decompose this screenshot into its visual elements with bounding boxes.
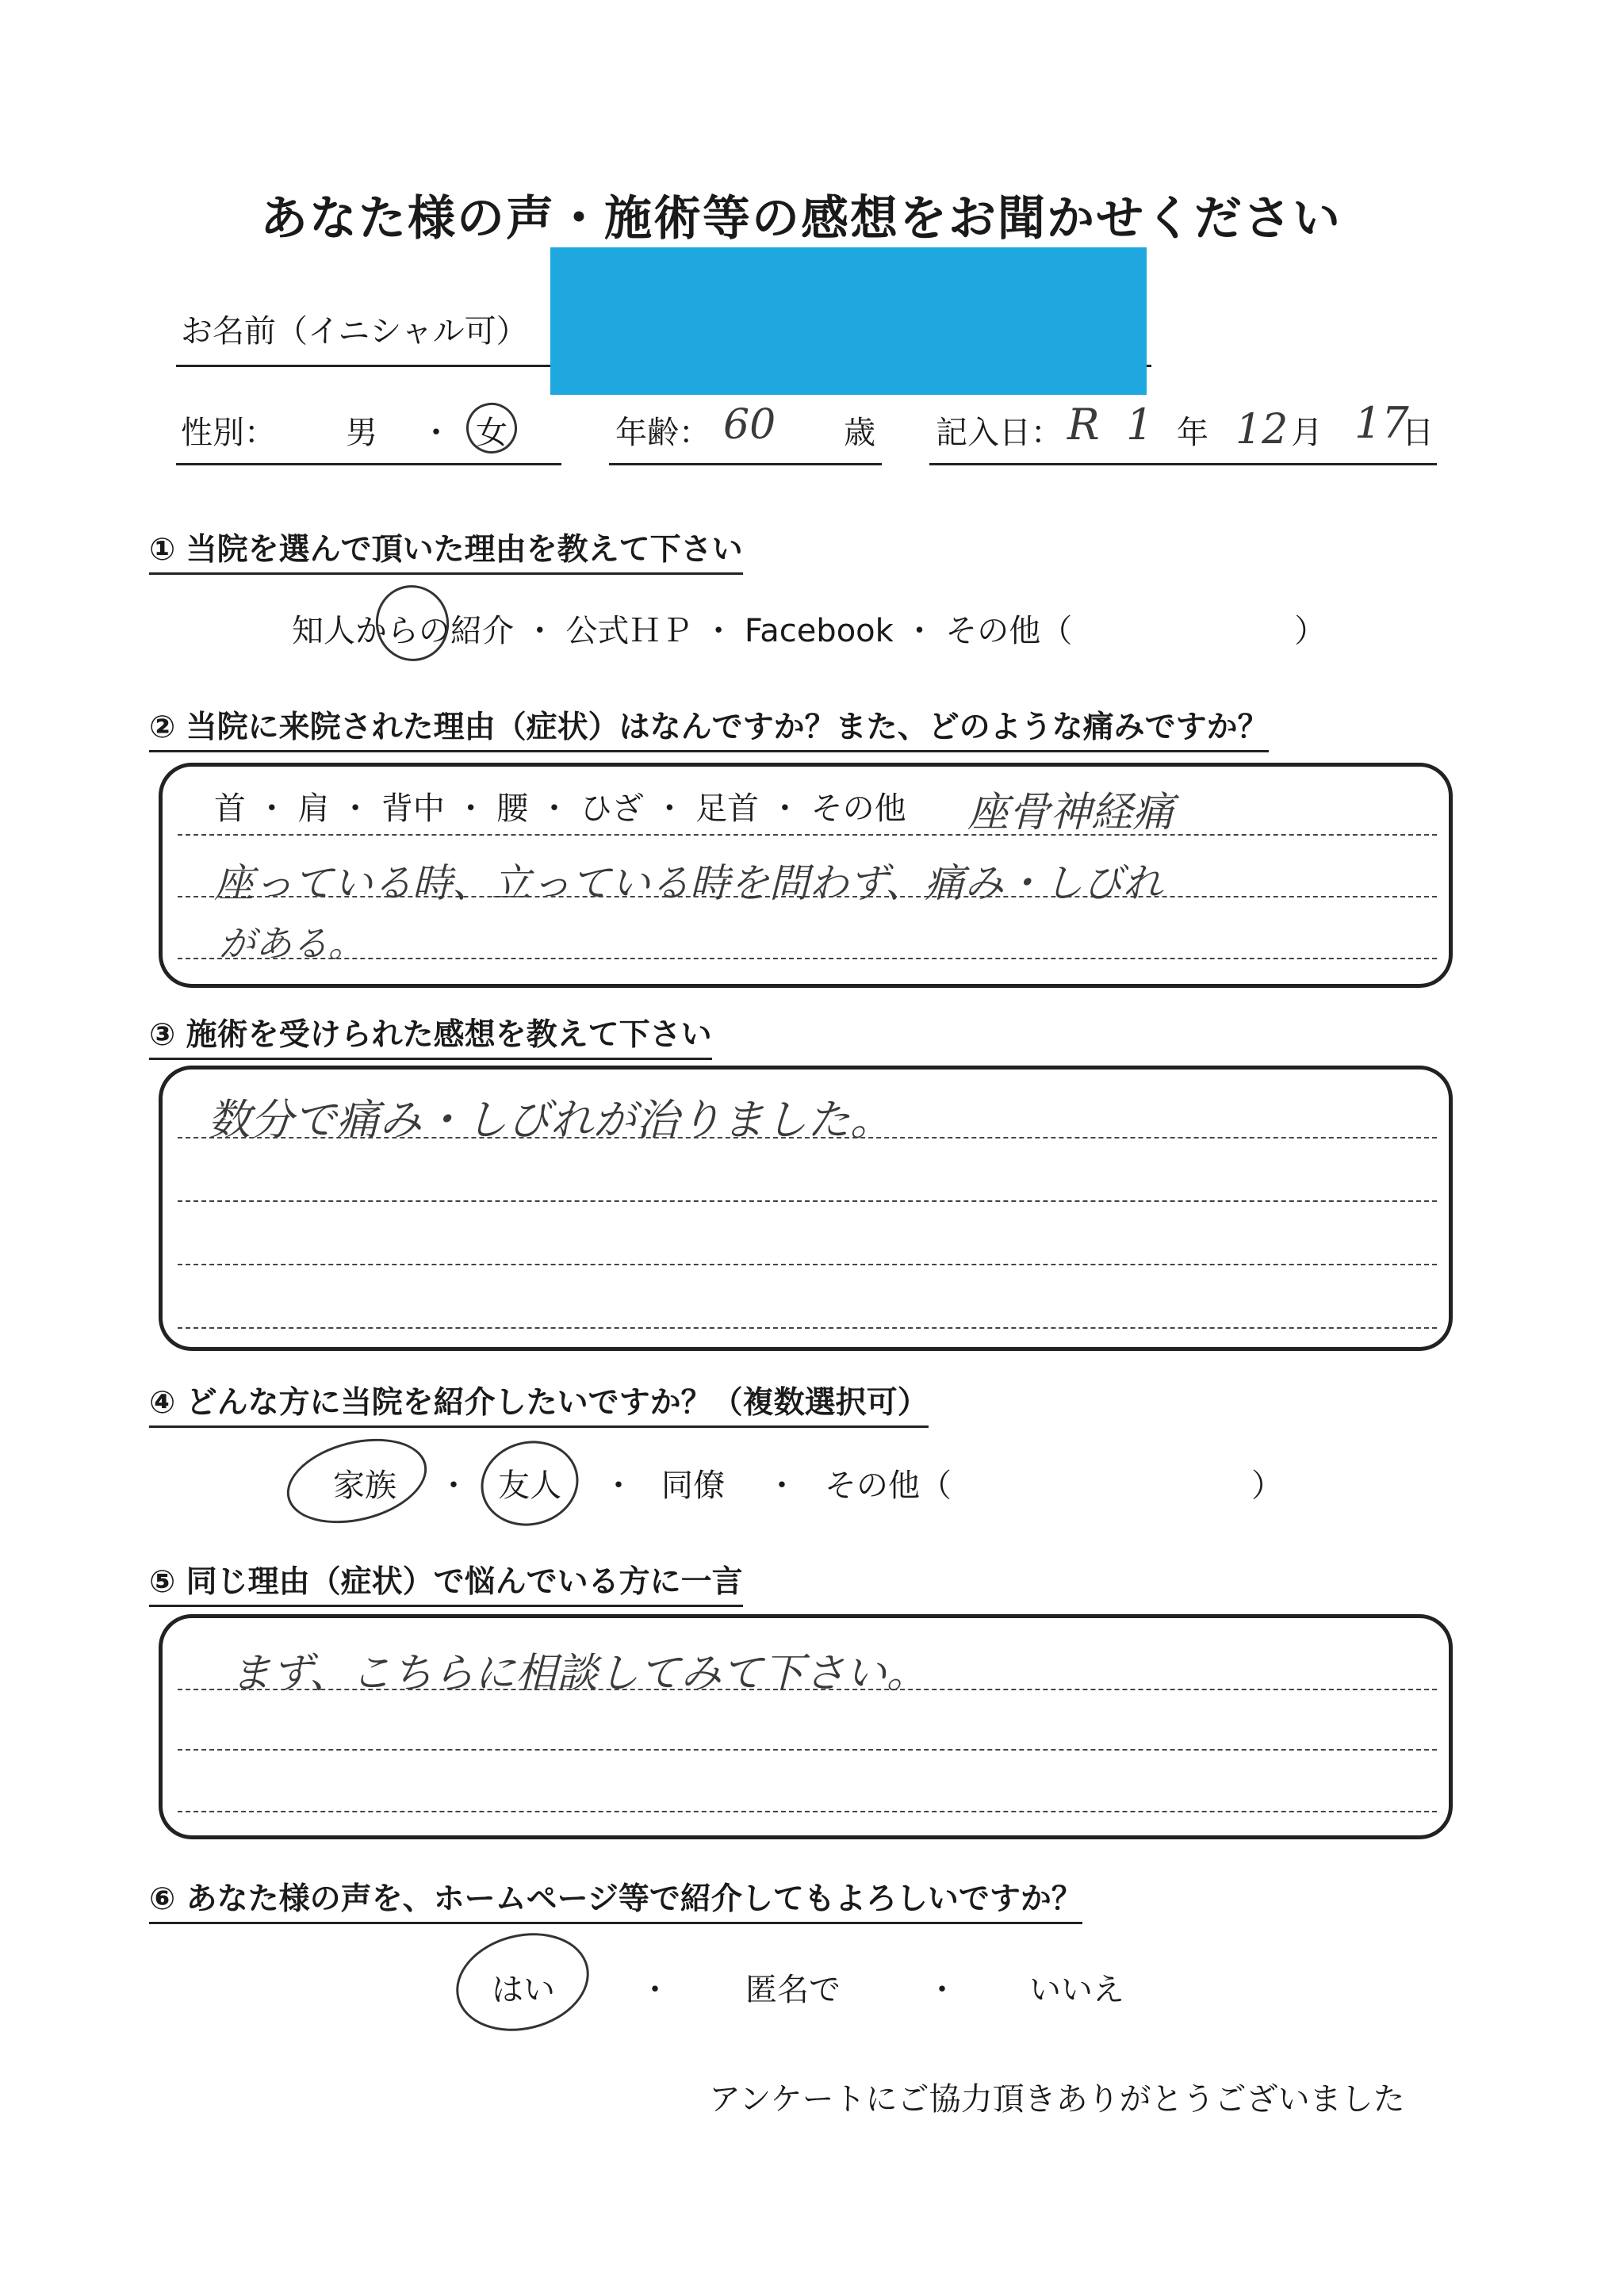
- date-month-unit: 月: [1291, 415, 1323, 451]
- age-label: 年齢：: [615, 415, 710, 451]
- gender-male[interactable]: 男: [346, 415, 377, 451]
- q6-option-no[interactable]: いいえ: [1029, 1972, 1124, 2008]
- q2-line: [178, 834, 1437, 836]
- q6-separator: ・: [639, 1972, 671, 2008]
- gender-label: 性別：: [181, 415, 276, 451]
- q5-line: [178, 1749, 1437, 1751]
- q3-line: [178, 1200, 1437, 1202]
- date-underline: [929, 463, 1437, 465]
- q1-options[interactable]: 知人からの紹介 ・ 公式ＨＰ ・ Facebook ・ その他（ ）: [292, 613, 1327, 649]
- q2-options[interactable]: 首 ・ 肩 ・ 背中 ・ 腰 ・ ひざ ・ 足首 ・ その他: [214, 790, 906, 827]
- q6-option-anonymous[interactable]: 匿名で: [745, 1972, 841, 2008]
- q2-answer-line1[interactable]: 座っている時、立っている時を問わず、痛み・しびれ: [214, 860, 1162, 906]
- q4-friend-circle: [472, 1431, 588, 1536]
- q6-separator: ・: [926, 1972, 958, 2008]
- age-underline: [609, 463, 882, 465]
- q4-separator: ・: [603, 1468, 634, 1504]
- date-label: 記入日：: [936, 415, 1063, 451]
- q2-other-answer[interactable]: 座骨神経痛: [967, 789, 1174, 836]
- date-month-value[interactable]: 12: [1235, 406, 1289, 453]
- q1-selection-circle: [368, 577, 457, 668]
- date-year-value[interactable]: 1: [1126, 400, 1154, 450]
- q3-answer-line1[interactable]: 数分で痛み・しびれが治りました。: [208, 1095, 893, 1145]
- q5-line: [178, 1811, 1437, 1812]
- q4-title: ④ どんな方に当院を紹介したいですか？（複数選択可）: [149, 1378, 929, 1428]
- form-title: あなた様の声・施術等の感想をお聞かせください: [260, 191, 1342, 247]
- q5-title: ⑤ 同じ理由（症状）で悩んでいる方に一言: [149, 1557, 743, 1607]
- gender-underline: [176, 463, 561, 465]
- date-day-unit: 日: [1402, 415, 1434, 451]
- age-value[interactable]: 60: [723, 401, 776, 449]
- q4-family-circle: [278, 1425, 436, 1537]
- q3-line: [178, 1327, 1437, 1329]
- q4-option-other[interactable]: その他（: [825, 1468, 952, 1504]
- q1-title: ① 当院を選んで頂いた理由を教えて下さい: [149, 525, 743, 575]
- thanks-message: アンケートにご協力頂きありがとうございました: [709, 2081, 1405, 2118]
- q4-separator: ・: [766, 1468, 798, 1504]
- q2-answer-line2[interactable]: がある。: [219, 922, 365, 965]
- gender-separator: ・: [420, 415, 452, 451]
- date-era[interactable]: R: [1067, 400, 1100, 450]
- gender-female[interactable]: 女: [476, 415, 508, 451]
- gender-female-circle: [461, 397, 523, 459]
- q4-option-family[interactable]: 家族: [333, 1468, 396, 1504]
- q5-answer-line1[interactable]: まず、こちらに相談してみて下さい。: [230, 1650, 928, 1697]
- name-redaction: [550, 247, 1147, 395]
- q2-title: ② 当院に来院された理由（症状）はなんですか？また、どのような痛みですか？: [149, 702, 1269, 752]
- q3-title: ③ 施術を受けられた感想を教えて下さい: [149, 1010, 712, 1060]
- q4-separator: ・: [438, 1468, 469, 1504]
- q3-line: [178, 1264, 1437, 1265]
- q6-option-yes[interactable]: はい: [492, 1972, 555, 2008]
- age-unit: 歳: [844, 415, 875, 451]
- q4-option-colleague[interactable]: 同僚: [661, 1468, 725, 1504]
- q4-option-other-close: ）: [1251, 1468, 1283, 1504]
- q2-line: [178, 958, 1437, 959]
- q6-title: ⑥ あなた様の声を、ホームページ等で紹介してもよろしいですか？: [149, 1874, 1082, 1924]
- date-day-value[interactable]: 17: [1354, 398, 1409, 448]
- q4-option-friend[interactable]: 友人: [498, 1468, 561, 1504]
- name-label: お名前（イニシャル可）: [181, 313, 528, 350]
- q6-yes-circle: [446, 1919, 599, 2045]
- date-year-unit: 年: [1177, 415, 1208, 451]
